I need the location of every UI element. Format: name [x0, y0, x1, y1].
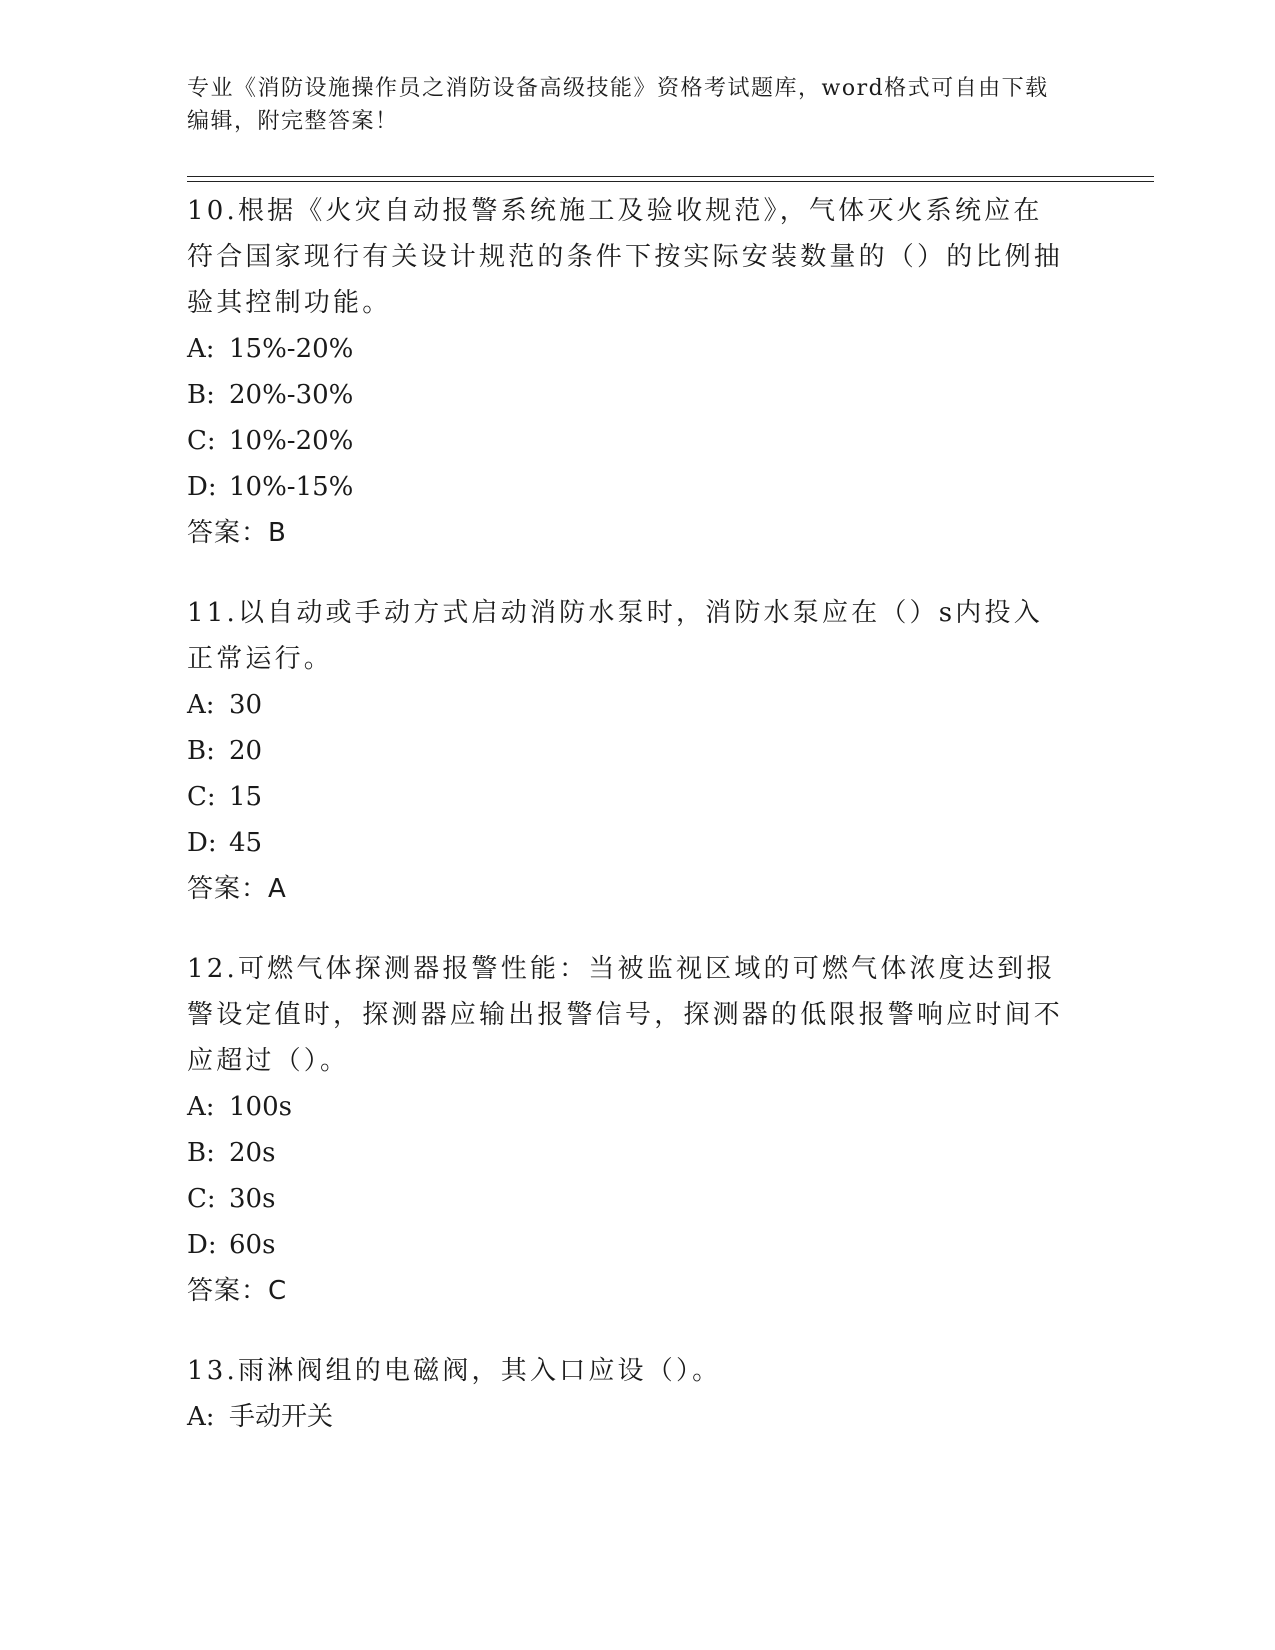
- option-text: 15: [229, 782, 263, 812]
- answer-line: 答案：C: [187, 1276, 288, 1306]
- option-letter: D:: [187, 472, 217, 502]
- option-text: 10%-15%: [229, 472, 354, 502]
- option-b: [187, 1130, 1067, 1176]
- option-letter: A:: [187, 1402, 215, 1432]
- question-text: 12.可燃气体探测器报警性能：当被监视区域的可燃气体浓度达到报警设定值时，探测器应输出报警信号，探测器的低限报警响应时间不应超过（）。: [187, 954, 1064, 1076]
- option-letter: A:: [187, 1092, 215, 1122]
- option-d: [187, 464, 1067, 510]
- option-d: [187, 1222, 1067, 1268]
- question-list: [187, 188, 1067, 1474]
- document-header: 专业《消防设施操作员之消防设备高级技能》资格考试题库，word格式可自由下载编辑，附完整答案！: [187, 76, 1049, 134]
- answer-line: 答案：B: [187, 518, 287, 548]
- option-letter: B:: [187, 1138, 215, 1168]
- option-text: 30: [229, 690, 263, 720]
- option-a: [187, 326, 1067, 372]
- option-d: [187, 820, 1067, 866]
- question-text: 11.以自动或手动方式启动消防水泵时，消防水泵应在（）s内投入正常运行。: [187, 598, 1043, 674]
- option-text: 手动开关: [229, 1402, 334, 1432]
- option-letter: A:: [187, 334, 215, 364]
- question-text: 13.雨淋阀组的电磁阀，其入口应设（）。: [187, 1356, 722, 1386]
- option-letter: A:: [187, 690, 215, 720]
- option-letter: D:: [187, 828, 217, 858]
- answer-line: 答案：A: [187, 874, 287, 904]
- question-text: 10.根据《火灾自动报警系统施工及验收规范》，气体灭火系统应在符合国家现行有关设计规范的条件下按实际安装数量的（）的比例抽验其控制功能。: [187, 196, 1064, 318]
- option-c: [187, 418, 1067, 464]
- option-text: 20s: [229, 1138, 276, 1168]
- option-letter: C:: [187, 426, 216, 456]
- option-c: [187, 774, 1067, 820]
- option-letter: B:: [187, 736, 215, 766]
- option-b: [187, 372, 1067, 418]
- option-c: [187, 1176, 1067, 1222]
- option-letter: C:: [187, 782, 216, 812]
- option-a: [187, 1084, 1067, 1130]
- option-b: [187, 728, 1067, 774]
- option-letter: B:: [187, 380, 215, 410]
- option-text: 45: [229, 828, 263, 858]
- question-13: [187, 1348, 1067, 1440]
- option-a: [187, 1394, 1067, 1440]
- option-text: 30s: [229, 1184, 276, 1214]
- option-letter: C:: [187, 1184, 216, 1214]
- option-letter: D:: [187, 1230, 217, 1260]
- option-a: [187, 682, 1067, 728]
- question-12: [187, 946, 1067, 1314]
- question-10: [187, 188, 1067, 556]
- option-text: 20%-30%: [229, 380, 354, 410]
- option-text: 15%-20%: [229, 334, 354, 364]
- option-text: 60s: [229, 1230, 276, 1260]
- question-11: [187, 590, 1067, 912]
- option-text: 20: [229, 736, 263, 766]
- option-text: 10%-20%: [229, 426, 354, 456]
- header-divider-top: [187, 176, 1154, 177]
- option-text: 100s: [229, 1092, 292, 1122]
- header-divider-bottom: [187, 181, 1154, 182]
